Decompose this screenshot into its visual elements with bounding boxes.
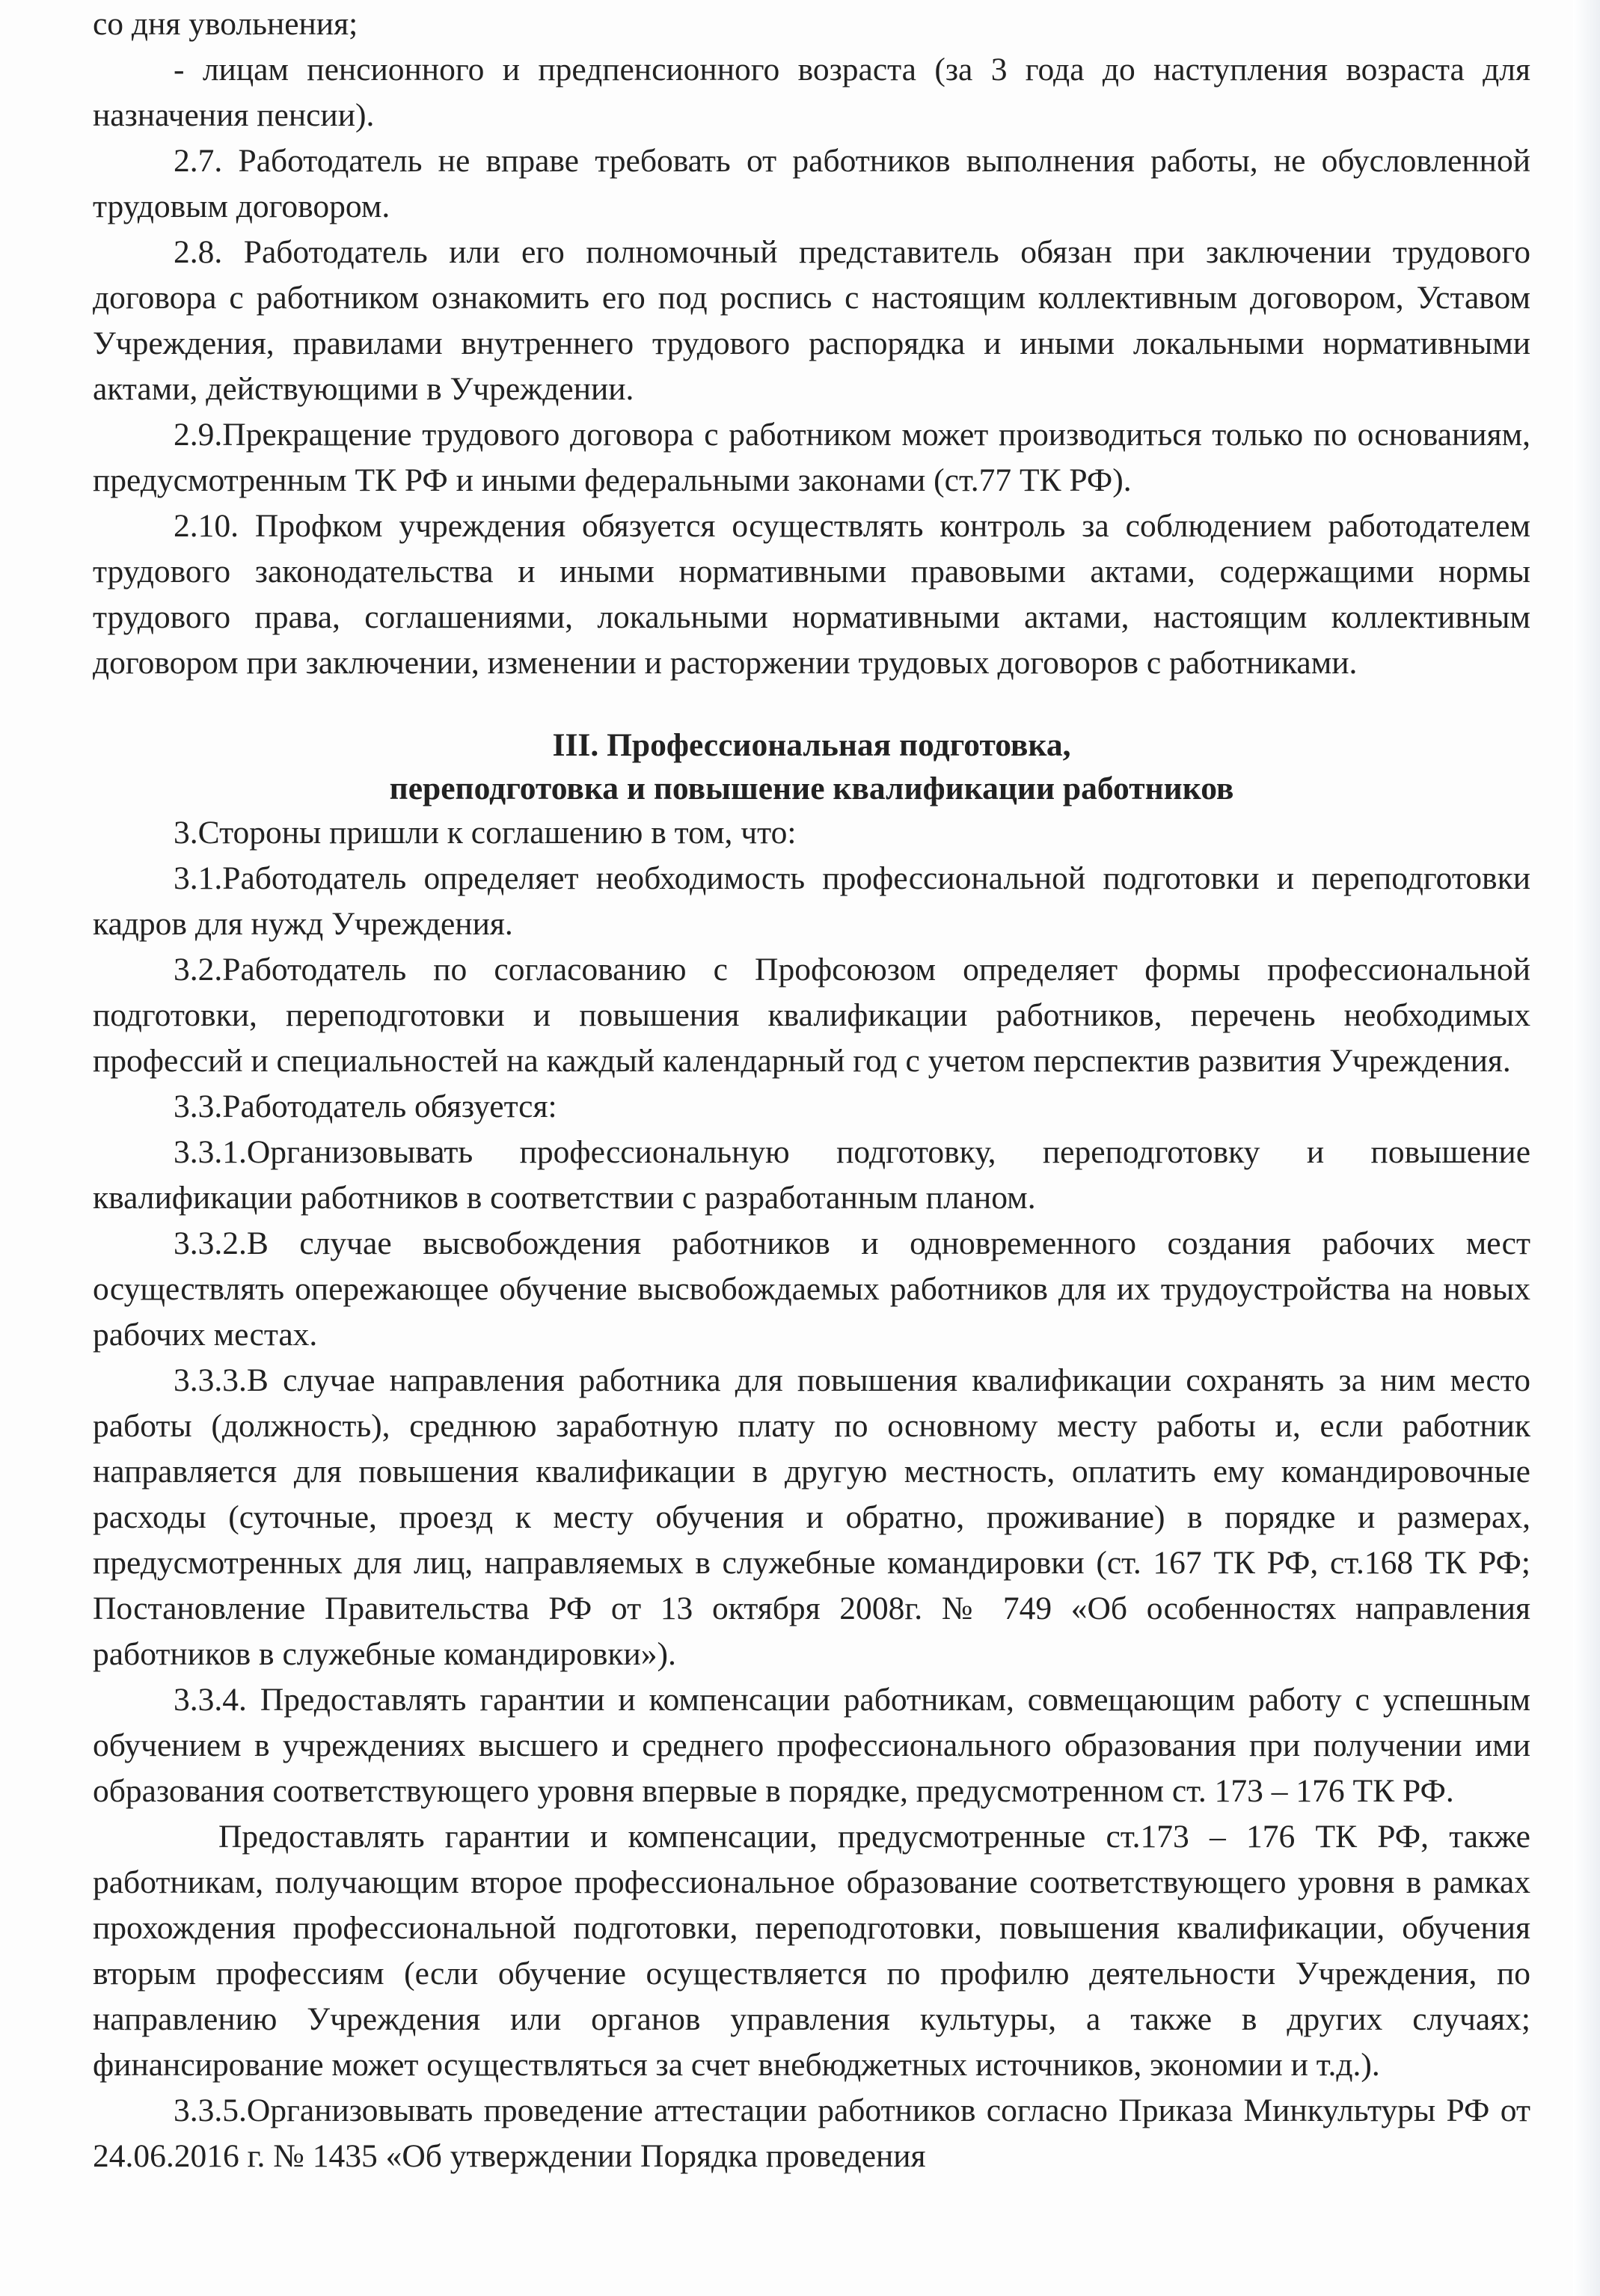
section-heading <box>93 723 1530 810</box>
paragraph-3: 3.Стороны пришли к соглашению в том, что: <box>174 815 797 851</box>
paragraph-3-3-1: 3.3.1.Организовывать профессиональную подготовку, переподготовку и повышение квалификации работников в соответствии с разработанным планом. <box>93 1134 1530 1216</box>
paragraph-3-3: 3.3.Работодатель обязуется: <box>174 1089 557 1124</box>
paragraph-2-8: 2.8. Работодатель или его полномочный представитель обязан при заключении трудового договора с работником ознакомить его под роспись с настоящим коллективным договором, Уставом Учреждения, правилами внутреннего трудового распорядка и иными локальными нормативными актами, действующими в Учреждении. <box>93 234 1530 407</box>
paragraph-2-7: 2.7. Работодатель не вправе требовать от работников выполнения работы, не обусловленной трудовым договором. <box>93 143 1530 224</box>
paragraph-3-1: 3.1.Работодатель определяет необходимость профессиональной подготовки и переподготовки кадров для нужд Учреждения. <box>93 860 1530 942</box>
paragraph-3-3-3: 3.3.3.В случае направления работника для повышения квалификации сохранять за ним место работы (должность), среднюю заработную плату по основному месту работы и, если работник направляется для повышения квалификации в другую местность, оплатить ему командировочные расходы (суточные, проезд к месту обучения и обратно, проживание) в порядке и размерах, предусмотренных для лиц, направляемых в служебные командировки (ст. 167 ТК РФ, ст.168 ТК РФ; Постановление Правительства РФ от 13 октября 2008г. № 749 «Об особенностях направления работников в служебные командировки»). <box>93 1362 1530 1672</box>
section-heading-line-2: переподготовка и повышение квалификации работников <box>389 771 1234 806</box>
paragraph-dismissal-date: со дня увольнения; <box>93 6 358 42</box>
page-edge-shadow <box>1573 0 1600 2296</box>
paragraph-2-10: 2.10. Профком учреждения обязуется осуществлять контроль за соблюдением работодателем трудового законодательства и иными нормативными правовыми актами, содержащими нормы трудового права, соглашениями, локальными нормативными актами, настоящим коллективным договором при заключении, изменении и расторжении трудовых договоров с работниками. <box>93 508 1530 681</box>
paragraph-3-3-4: 3.3.4. Предоставлять гарантии и компенсации работникам, совмещающим работу с успешным обучением в учреждениях высшего и среднего профессионального образования при получении ими образования соответствующего уровня впервые в порядке, предусмотренном ст. 173 – 176 ТК РФ. <box>93 1682 1530 1809</box>
paragraph-2-9: 2.9.Прекращение трудового договора с работником может производиться только по основаниям, предусмотренным ТК РФ и иными федеральными законами (ст.77 ТК РФ). <box>93 417 1530 498</box>
paragraph-3-3-2: 3.3.2.В случае высвобождения работников и одновременного создания рабочих мест осуществлять опережающее обучение высвобождаемых работников для их трудоустройства на новых рабочих местах. <box>93 1225 1530 1353</box>
document-body <box>93 1 1530 2179</box>
paragraph-3-3-5: 3.3.5.Организовывать проведение аттестации работников согласно Приказа Минкультуры РФ от 24.06.2016 г. № 1435 «Об утверждении Порядка проведения <box>93 2093 1530 2174</box>
paragraph-3-2: 3.2.Работодатель по согласованию с Профсоюзом определяет формы профессиональной подготовки, переподготовки и повышения квалификации работников, перечень необходимых профессий и специальностей на каждый календарный год с учетом перспектив развития Учреждения. <box>93 952 1530 1079</box>
paragraph-guarantees: Предоставлять гарантии и компенсации, предусмотренные ст.173 – 176 ТК РФ, также работникам, получающим второе профессиональное образование соответствующего уровня в рамках прохождения профессиональной подготовки, переподготовки, повышения квалификации, обучения вторым профессиям (если обучение осуществляется по профилю деятельности Учреждения, по направлению Учреждения или органов управления культуры, а также в других случаях; финансирование может осуществляться за счет внебюджетных источников, экономии и т.д.). <box>93 1819 1530 2083</box>
paragraph-pension-age: - лицам пенсионного и предпенсионного возраста (за 3 года до наступления возраста для назначения пенсии). <box>93 52 1530 133</box>
section-heading-line-1: III. Профессиональная подготовка, <box>552 727 1071 763</box>
